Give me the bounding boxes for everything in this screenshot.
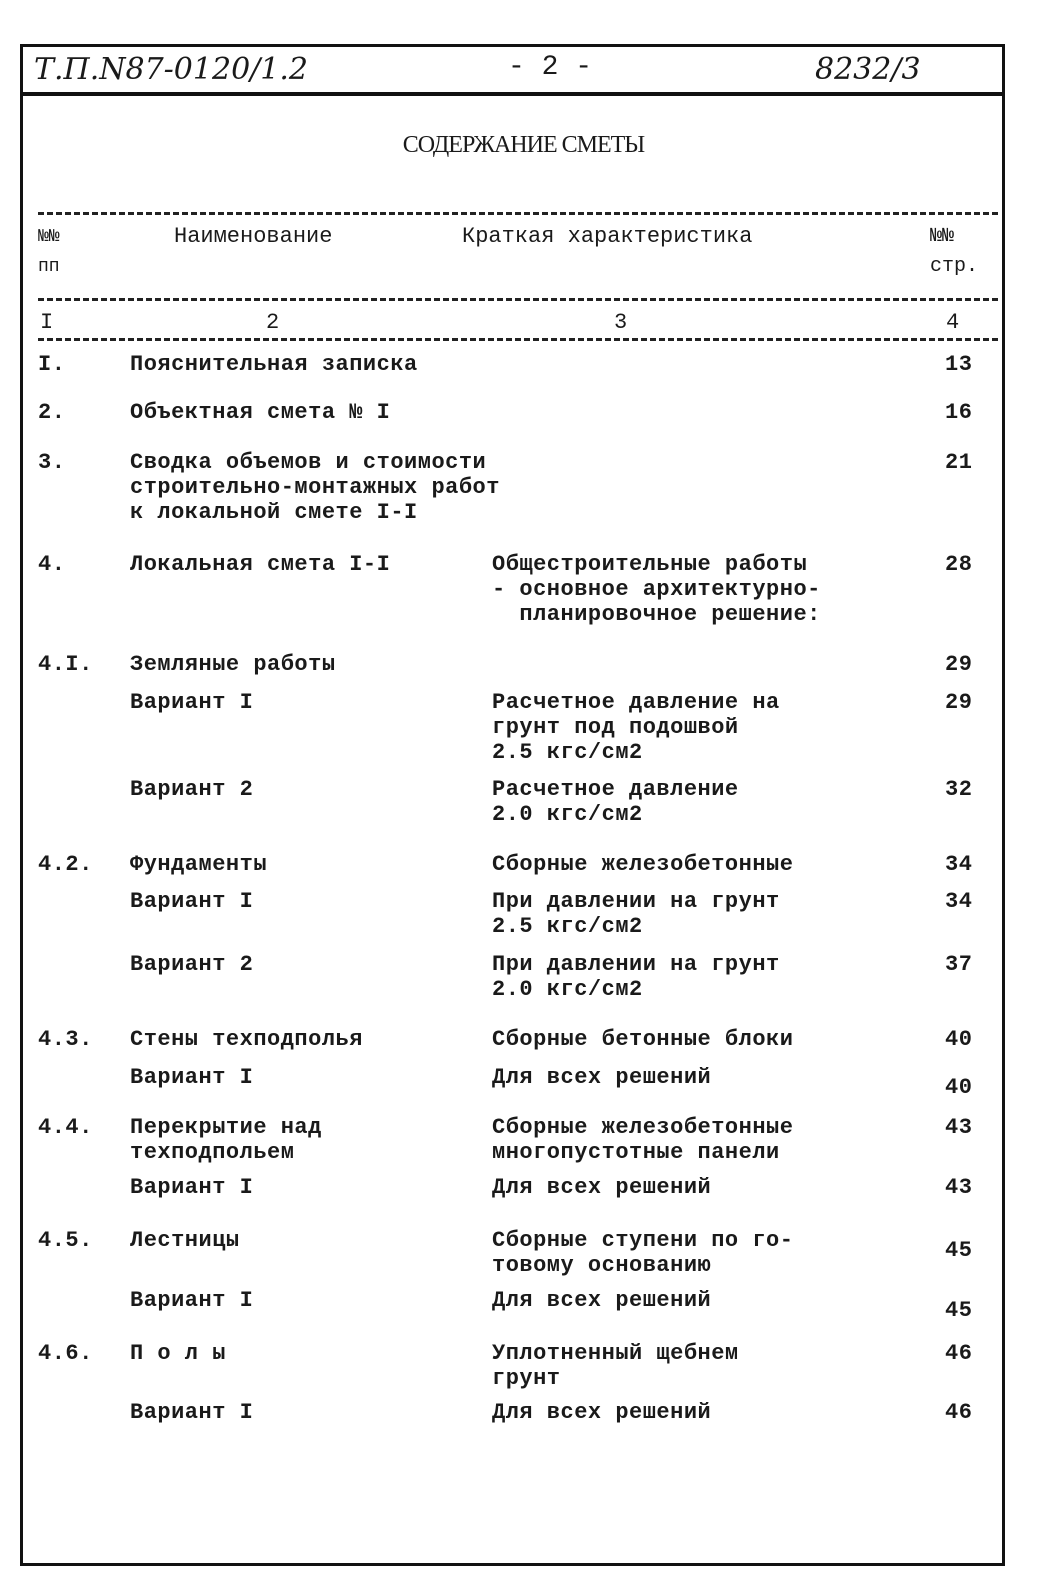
row-name: Сводка объемов и стоимости строительно-монтажных работ к локальной смете I-I	[130, 450, 500, 525]
col-index: 2	[266, 310, 280, 335]
col-index: 4	[946, 310, 960, 335]
table-divider	[38, 298, 998, 301]
col-header-page: №№ стр.	[930, 225, 979, 278]
row-number: I.	[38, 352, 66, 377]
row-name: Фундаменты	[130, 852, 268, 877]
row-name: Вариант I	[130, 1065, 254, 1090]
row-number: 3.	[38, 450, 66, 475]
table-divider	[38, 338, 998, 341]
row-page: 46	[945, 1341, 973, 1366]
row-name: Объектная смета № I	[130, 400, 391, 425]
row-name: Лестницы	[130, 1228, 240, 1253]
row-description: Сборные железобетонные многопустотные панели	[492, 1115, 794, 1165]
row-description: Расчетное давление на грунт под подошвой 2.5 кгс/см2	[492, 690, 780, 765]
col-header-name: Наименование	[174, 224, 333, 249]
col-header-desc: Краткая характеристика	[462, 224, 753, 249]
row-description: Сборные ступени по го- товому основанию	[492, 1228, 794, 1278]
row-number: 4.3.	[38, 1027, 93, 1052]
page-number: - 2 -	[508, 52, 593, 83]
row-description: Уплотненный щебнем грунт	[492, 1341, 739, 1391]
row-name: Локальная смета I-I	[130, 552, 391, 577]
row-page: 13	[945, 352, 973, 377]
row-page: 37	[945, 952, 973, 977]
row-name: Вариант I	[130, 690, 254, 715]
row-page: 28	[945, 552, 973, 577]
row-number: 4.	[38, 552, 66, 577]
row-page: 43	[945, 1175, 973, 1200]
row-description: При давлении на грунт 2.0 кгс/см2	[492, 952, 780, 1002]
row-name: П о л ы	[130, 1341, 226, 1366]
row-page: 43	[945, 1115, 973, 1140]
row-page: 45	[945, 1298, 973, 1323]
header-divider	[20, 92, 1005, 96]
row-description: Для всех решений	[492, 1175, 712, 1200]
row-description: При давлении на грунт 2.5 кгс/см2	[492, 889, 780, 939]
row-name: Вариант I	[130, 1400, 254, 1425]
row-description: Сборные железобетонные	[492, 852, 794, 877]
row-page: 21	[945, 450, 973, 475]
row-page: 34	[945, 889, 973, 914]
row-description: Для всех решений	[492, 1400, 712, 1425]
row-name: Вариант 2	[130, 952, 254, 977]
row-page: 46	[945, 1400, 973, 1425]
row-number: 4.2.	[38, 852, 93, 877]
col-header-num: №№ пп	[38, 227, 60, 277]
row-name: Вариант 2	[130, 777, 254, 802]
row-name: Пояснительная записка	[130, 352, 418, 377]
row-page: 29	[945, 690, 973, 715]
row-name: Земляные работы	[130, 652, 336, 677]
row-name: Вариант I	[130, 1175, 254, 1200]
row-description: Расчетное давление 2.0 кгс/см2	[492, 777, 739, 827]
sheet-number: 8232/3	[815, 52, 921, 87]
row-page: 40	[945, 1027, 973, 1052]
row-page: 34	[945, 852, 973, 877]
row-number: 2.	[38, 400, 66, 425]
page-title: СОДЕРЖАНИЕ СМЕТЫ	[402, 132, 645, 158]
col-index: 3	[614, 310, 628, 335]
row-description: Общестроительные работы - основное архитектурно- планировочное решение:	[492, 552, 821, 627]
document-code: Т.П.N87-0120/1.2	[34, 52, 308, 87]
row-number: 4.4.	[38, 1115, 93, 1140]
row-number: 4.5.	[38, 1228, 93, 1253]
row-page: 45	[945, 1238, 973, 1263]
row-name: Вариант I	[130, 1288, 254, 1313]
row-number: 4.6.	[38, 1341, 93, 1366]
row-name: Стены техподполья	[130, 1027, 363, 1052]
row-name: Вариант I	[130, 889, 254, 914]
row-page: 16	[945, 400, 973, 425]
row-description: Для всех решений	[492, 1288, 712, 1313]
row-number: 4.I.	[38, 652, 93, 677]
table-divider	[38, 212, 998, 215]
row-name: Перекрытие над техподпольем	[130, 1115, 322, 1165]
row-page: 40	[945, 1075, 973, 1100]
row-page: 29	[945, 652, 973, 677]
row-page: 32	[945, 777, 973, 802]
col-index: I	[40, 310, 54, 335]
row-description: Для всех решений	[492, 1065, 712, 1090]
row-description: Сборные бетонные блоки	[492, 1027, 794, 1052]
